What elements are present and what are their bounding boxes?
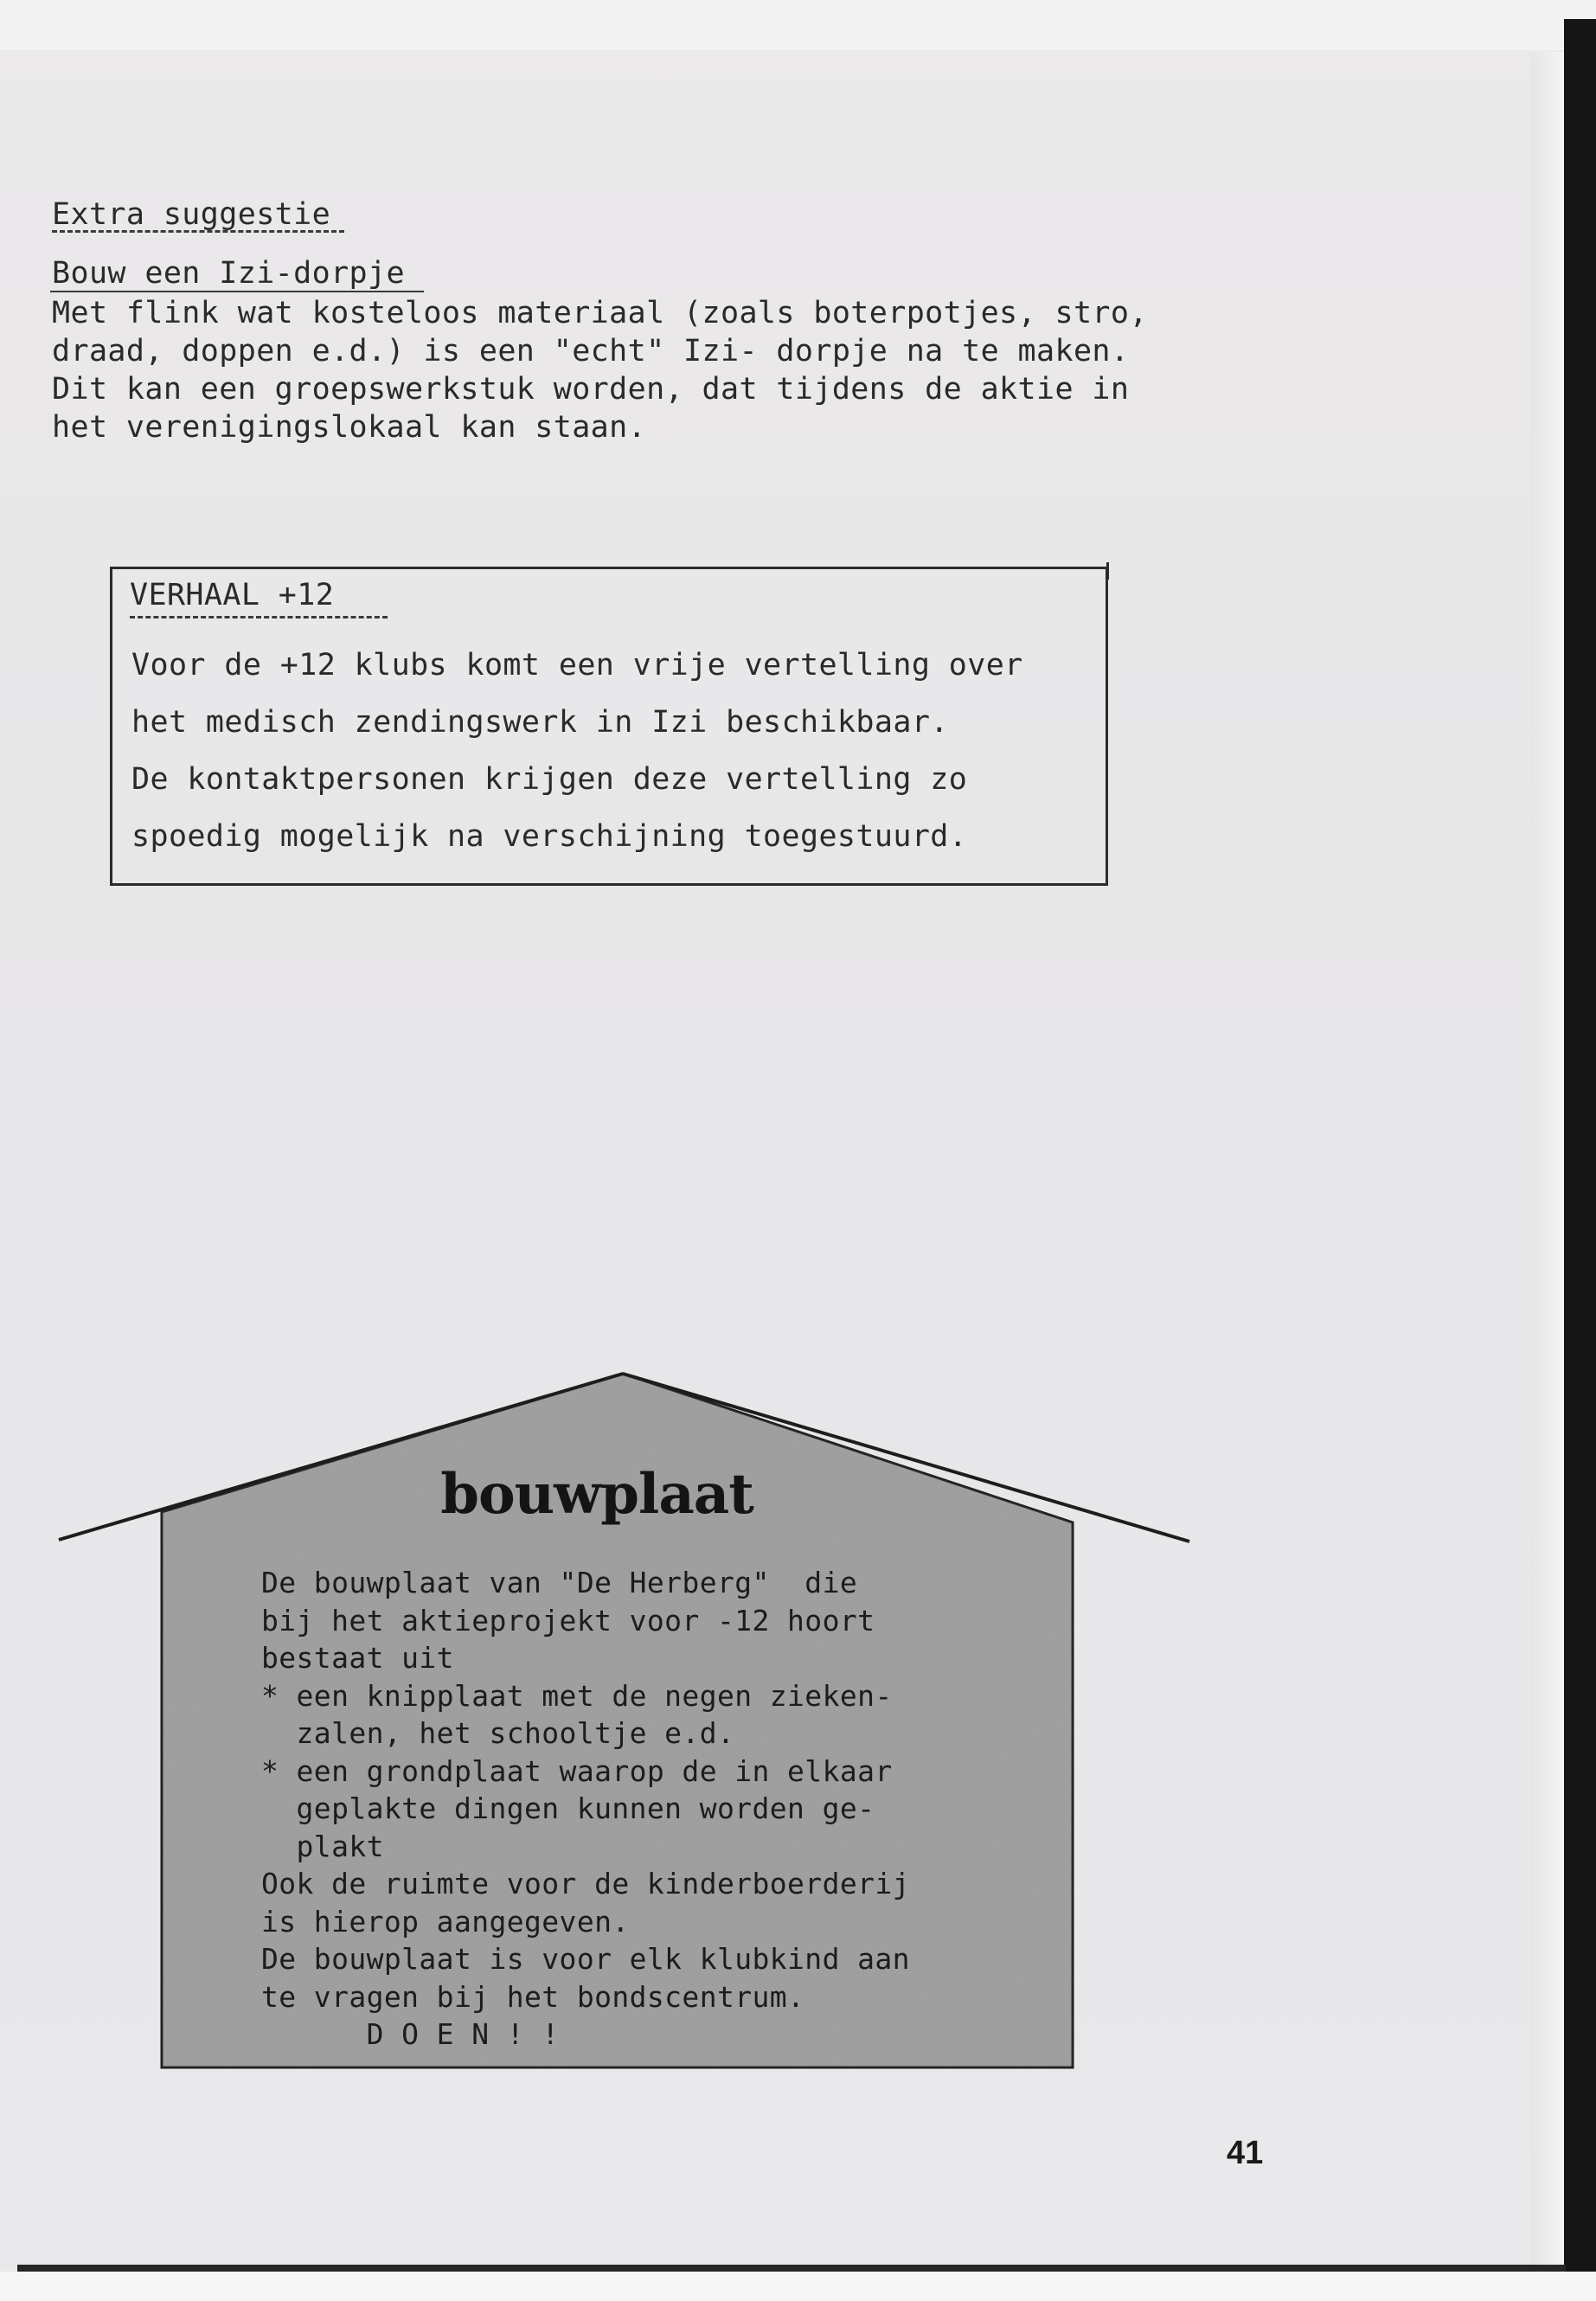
bouwplaat-line: bestaat uit	[261, 1641, 454, 1675]
verhaal-line: Voor de +12 klubs komt een vrije vertelling over	[131, 648, 1023, 683]
bouwplaat-line: De bouwplaat van "De Herberg" die	[261, 1566, 858, 1599]
bouwplaat-text	[261, 1564, 910, 2054]
bouwplaat-line: * een grondplaat waarop de in elkaar	[261, 1753, 893, 1788]
section-title: Extra suggestie	[52, 197, 331, 232]
verhaal-line: De kontaktpersonen krijgen deze vertelling zo	[131, 762, 968, 797]
page-number: 41	[1227, 2135, 1264, 2171]
verhaal-line: spoedig mogelijk na verschijning toegestuurd.	[131, 819, 968, 854]
verhaal-title: VERHAAL +12	[130, 578, 335, 612]
bottom-margin	[0, 2272, 1596, 2301]
paragraph	[52, 294, 1148, 446]
top-margin	[0, 0, 1596, 50]
bouwplaat-line: plakt	[261, 1829, 384, 1863]
paragraph-line: draad, doppen e.d.) is een "echt" Izi- dorpje na te maken.	[52, 334, 1130, 369]
bouwplaat-line: bij het aktieprojekt voor -12 hoort	[261, 1603, 875, 1638]
bouwplaat-line: Ook de ruimte voor de kinderboerderij	[261, 1867, 910, 1900]
paragraph-line: Dit kan een groepswerkstuk worden, dat tijdens de aktie in	[52, 372, 1130, 407]
verhaal-line: het medisch zendingswerk in Izi beschikbaar.	[131, 705, 949, 740]
title-underline	[52, 230, 344, 233]
verhaal-title-underline	[130, 616, 388, 619]
paragraph-line: Met flink wat kosteloos materiaal (zoals boterpotjes, stro,	[52, 296, 1148, 330]
subtitle-underline	[50, 291, 424, 292]
bouwplaat-line: geplakte dingen kunnen worden ge-	[261, 1791, 875, 1825]
verhaal-text	[131, 637, 1023, 865]
bottom-edge	[17, 2265, 1566, 2272]
bouwplaat-line: D O E N ! !	[261, 2017, 560, 2051]
bouwplaat-line: De bouwplaat is voor elk klubkind aan	[261, 1942, 910, 1976]
bouwplaat-line: * een knipplaat met de negen zieken-	[261, 1678, 893, 1713]
bouwplaat-title: bouwplaat	[440, 1462, 753, 1527]
bouwplaat-line: zalen, het schooltje e.d.	[261, 1716, 735, 1750]
bouwplaat-line: te vragen bij het bondscentrum.	[261, 1979, 805, 2014]
bouwplaat-line: is hierop aangegeven.	[261, 1904, 630, 1939]
subtitle: Bouw een Izi-dorpje	[52, 256, 405, 291]
paragraph-line: het verenigingslokaal kan staan.	[52, 410, 647, 445]
